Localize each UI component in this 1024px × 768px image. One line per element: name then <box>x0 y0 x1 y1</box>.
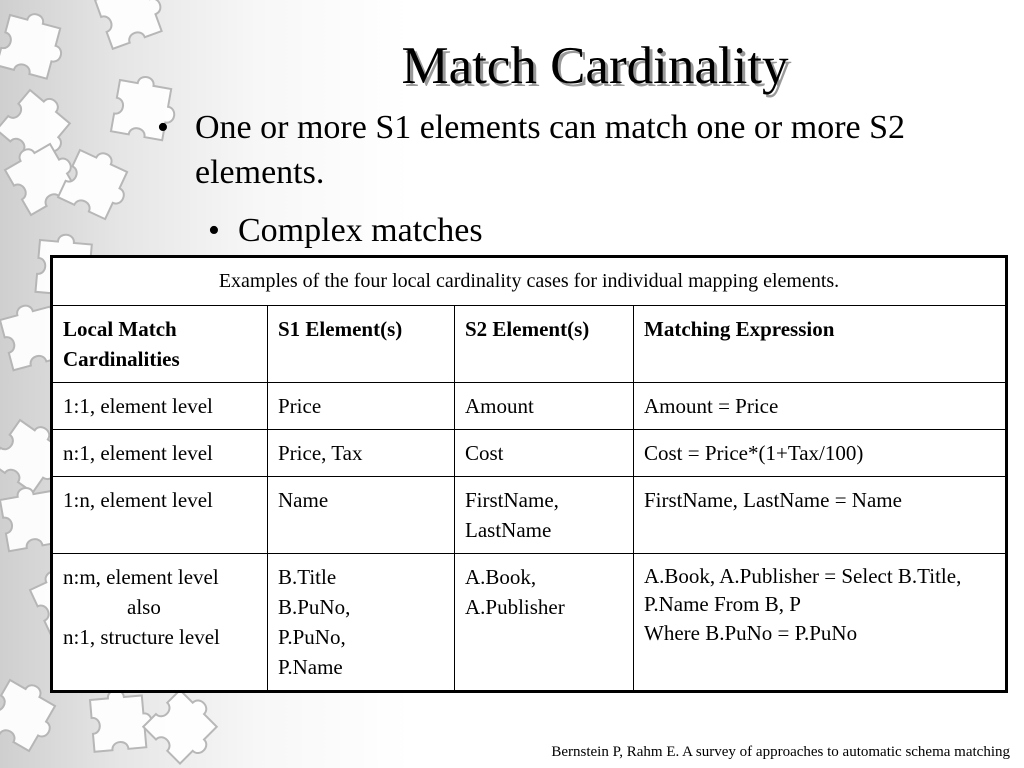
table-caption-row <box>52 257 1007 306</box>
cell-s2-line: LastName <box>465 518 552 542</box>
cell-s1-line: P.PuNo, <box>278 625 346 649</box>
cardinality-table <box>50 255 1008 693</box>
footer-citation: Bernstein P, Rahm E. A survey of approaches to automatic schema matching <box>551 744 1010 760</box>
cell-s2: Cost <box>455 430 634 477</box>
cell-s2: Amount <box>455 383 634 430</box>
bullet-dot: • <box>208 212 220 249</box>
cell-s2-line: A.Publisher <box>465 595 565 619</box>
cell-cardinality <box>52 554 268 692</box>
cell-s1-line: P.Name <box>278 655 343 679</box>
bullet-primary-text: One or more S1 elements can match one or more S2 elements. <box>195 109 906 191</box>
cell-expression-line: Where B.PuNo = P.PuNo <box>644 621 858 645</box>
cell-s1: Price <box>268 383 455 430</box>
cell-expression: Amount = Price <box>634 383 1007 430</box>
bullet-secondary-text: Complex matches <box>238 212 483 249</box>
cell-expression: Cost = Price*(1+Tax/100) <box>634 430 1007 477</box>
table-row <box>52 554 1007 692</box>
cell-cardinality: 1:n, element level <box>52 477 268 554</box>
table-row <box>52 430 1007 477</box>
cell-cardinality-line: n:1, structure level <box>63 625 220 649</box>
cell-expression: FirstName, LastName = Name <box>634 477 1007 554</box>
cell-s1: Name <box>268 477 455 554</box>
cell-s1-line: B.PuNo, <box>278 595 351 619</box>
table-row <box>52 383 1007 430</box>
table-caption: Examples of the four local cardinality cases for individual mapping elements. <box>52 257 1007 306</box>
header-s1-elements: S1 Element(s) <box>268 306 455 383</box>
header-matching-expression: Matching Expression <box>634 306 1007 383</box>
cell-s1: Price, Tax <box>268 430 455 477</box>
cell-s2-line: FirstName, <box>465 488 559 512</box>
cell-cardinality: 1:1, element level <box>52 383 268 430</box>
header-s2-elements: S2 Element(s) <box>455 306 634 383</box>
cell-s2-line: A.Book, <box>465 565 537 589</box>
cell-s2 <box>455 477 634 554</box>
header-local-match-cardinalities: Local Match Cardinalities <box>52 306 268 383</box>
table-row <box>52 477 1007 554</box>
cell-s1-line: B.Title <box>278 565 337 589</box>
cell-s2 <box>455 554 634 692</box>
cell-expression-line: A.Book, A.Publisher = Select B.Title, P.Name From B, P <box>644 564 962 616</box>
table-header-row <box>52 306 1007 383</box>
bullet-dot: • <box>157 109 169 146</box>
cell-s1 <box>268 554 455 692</box>
cell-cardinality: n:1, element level <box>52 430 268 477</box>
cell-cardinality-line: n:m, element level <box>63 565 219 589</box>
slide-title: Match Cardinality <box>401 37 789 95</box>
cell-expression <box>634 554 1007 692</box>
cell-cardinality-line: also <box>127 595 161 619</box>
